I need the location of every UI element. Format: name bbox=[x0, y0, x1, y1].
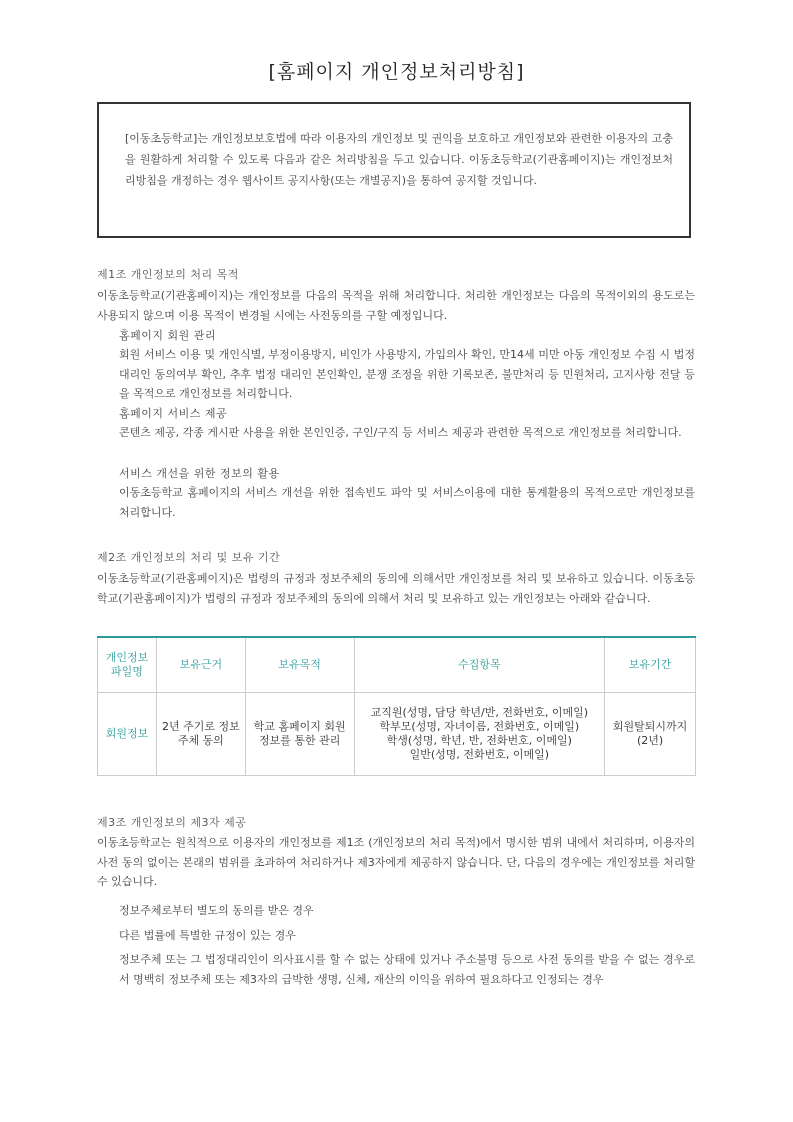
item-general: 일반(성명, 전화번호, 이메일) bbox=[409, 748, 550, 761]
intro-box bbox=[97, 102, 691, 238]
cell-basis: 2년 주기로 정보주체 동의 bbox=[156, 693, 245, 776]
article3-heading: 제3조 개인정보의 제3자 제공 bbox=[97, 816, 247, 829]
cell-purpose: 학교 홈페이지 회원정보를 통한 관리 bbox=[245, 693, 354, 776]
header-file: 개인정보파일명 bbox=[98, 637, 157, 693]
article3-item2: 다른 법률에 특별한 규정이 있는 경우 bbox=[119, 929, 296, 942]
article3-body: 이동초등학교는 원칙적으로 이용자의 개인정보를 제1조 (개인정보의 처리 목적)에서 명시한 범위 내에서 처리하며, 이용자의 사전 동의 없이는 본래의 범위를 초과하여 처리하거나 제3자에게 제공하지 않습니다. 단, 다음의 경우에는 개인정보를 처리할 수 있습니다. bbox=[97, 836, 695, 888]
item-staff: 교직원(성명, 담당 학년/반, 전화번호, 이메일) bbox=[370, 706, 589, 719]
article1-item1-title: 홈페이지 회원 관리 bbox=[119, 329, 217, 342]
article1-body: 이동초등학교(기관홈페이지)는 개인정보를 다음의 목적을 위해 처리합니다. 처리한 개인정보는 다음의 목적이외의 용도로는 사용되지 않으며 이용 목적이 변경될 시에는 사전동의를 구할 예정입니다. bbox=[97, 289, 695, 322]
article1-item2-title: 홈페이지 서비스 제공 bbox=[119, 407, 228, 420]
article1-item3-text: 이동초등학교 홈페이지의 서비스 개선을 위한 접속빈도 파악 및 서비스이용에 대한 통계활용의 목적으로만 개인정보를 처리합니다. bbox=[119, 486, 695, 519]
table-header-row bbox=[98, 637, 696, 693]
intro-text: [이동초등학교]는 개인정보보호법에 따라 이용자의 개인정보 및 권익을 보호하고 개인정보와 관련한 이용자의 고충을 원활하게 처리할 수 있도록 다음과 같은 처리방침을 두고 있습니다. 이동초등학교(기관홈페이지)는 개인정보처리방침을 개정하는 경우 웹사이트 공지사항(또는 개별공지)을 통하여 공지할 것입니다. bbox=[125, 132, 673, 187]
article1-item3-title: 서비스 개선을 위한 정보의 활용 bbox=[119, 467, 280, 480]
header-items: 수집항목 bbox=[354, 637, 605, 693]
article1-item2-text: 콘텐츠 제공, 각종 게시판 사용을 위한 본인인증, 구인/구직 등 서비스 제공과 관련한 목적으로 개인정보를 처리합니다. bbox=[119, 426, 682, 439]
page-title: [홈페이지 개인정보처리방침] bbox=[268, 61, 525, 83]
article2-heading: 제2조 개인정보의 처리 및 보유 기간 bbox=[97, 551, 281, 564]
cell-file: 회원정보 bbox=[98, 693, 157, 776]
article1-heading: 제1조 개인정보의 처리 목적 bbox=[97, 268, 239, 281]
article2-body: 이동초등학교(기관홈페이지)은 법령의 규정과 정보주체의 동의에 의해서만 개인정보를 처리 및 보유하고 있습니다. 이동초등학교(기관홈페이지)가 법령의 규정과 정보주체의 동의에 의해서 처리 및 보유하고 있는 개인정보는 아래와 같습니다. bbox=[97, 572, 695, 605]
retention-table bbox=[97, 636, 696, 776]
header-period: 보유기간 bbox=[605, 637, 696, 693]
article1-item1-text: 회원 서비스 이용 및 개인식별, 부정이용방지, 비인가 사용방지, 가입의사 확인, 만14세 미만 아동 개인정보 수집 시 법정대리인 동의여부 확인, 추후 법정 대리인 본인확인, 분쟁 조정을 위한 기록보존, 불만처리 등 민원처리, 고지사항 전달 등을 목적으로 개인정보를 처리합니다. bbox=[119, 348, 695, 400]
item-parent: 학부모(성명, 자녀이름, 전화번호, 이메일) bbox=[379, 720, 580, 733]
header-purpose: 보유목적 bbox=[245, 637, 354, 693]
article3-item3: 정보주체 또는 그 법정대리인이 의사표시를 할 수 없는 상태에 있거나 주소불명 등으로 사전 동의를 받을 수 없는 경우로서 명백히 정보주체 또는 제3자의 급박한 생명, 신체, 재산의 이익을 위하여 필요하다고 인정되는 경우 bbox=[119, 953, 695, 986]
table-row bbox=[98, 693, 696, 776]
cell-period: 회원탈퇴시까지 (2년) bbox=[605, 693, 696, 776]
item-student: 학생(성명, 학년, 반, 전화번호, 이메일) bbox=[386, 734, 572, 747]
header-basis: 보유근거 bbox=[156, 637, 245, 693]
cell-items bbox=[354, 693, 605, 776]
article3-item1: 정보주체로부터 별도의 동의를 받은 경우 bbox=[119, 904, 314, 917]
